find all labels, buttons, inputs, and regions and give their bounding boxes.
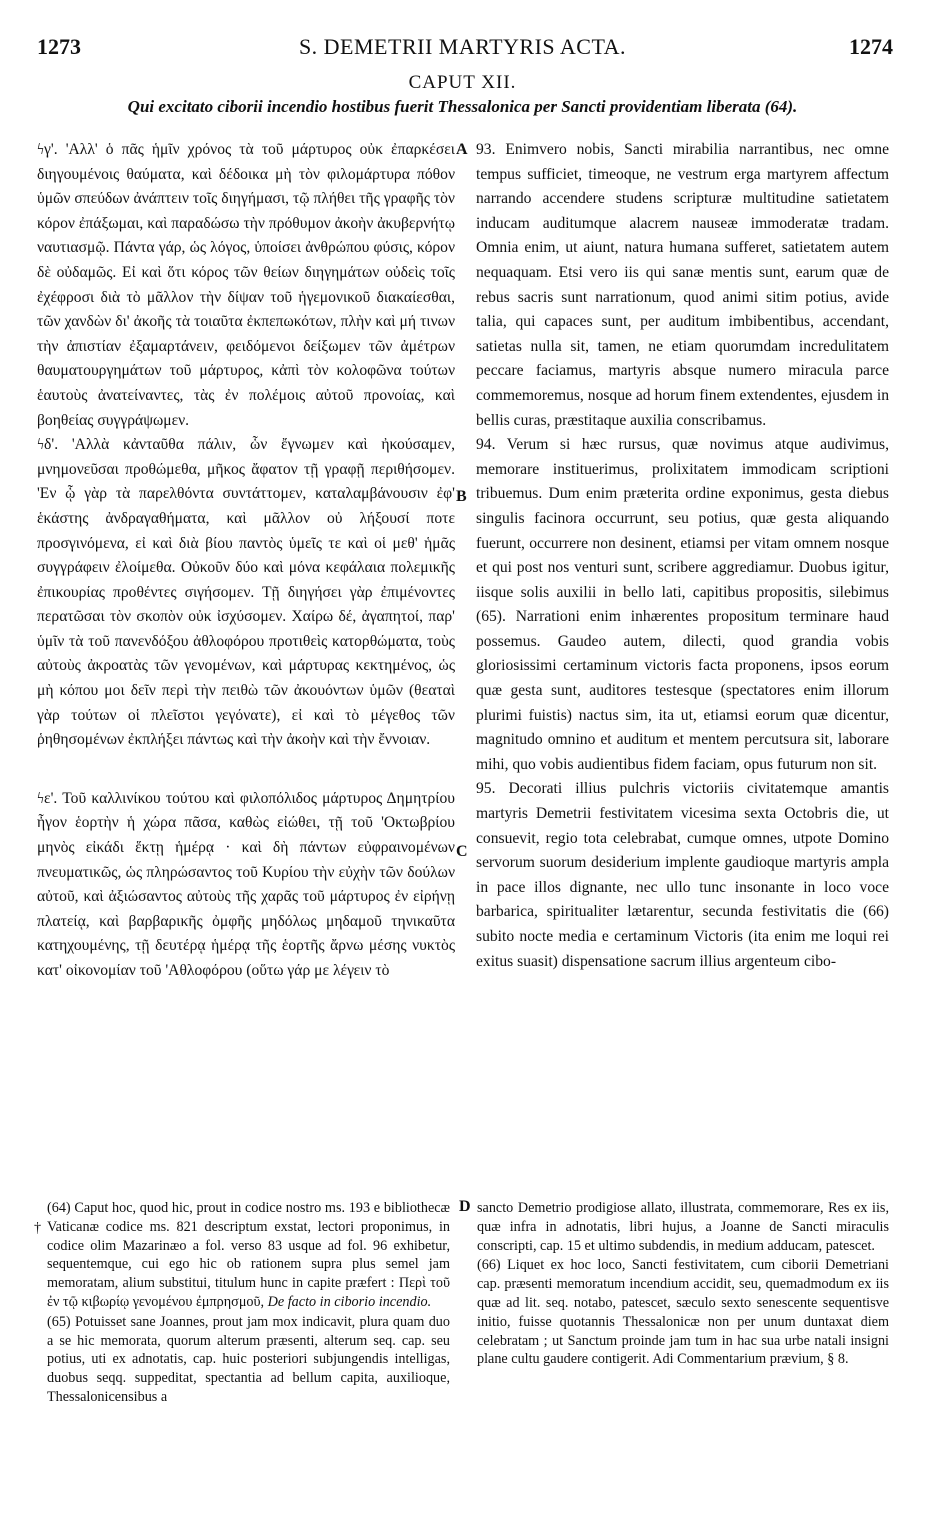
greek-paragraph xyxy=(37,787,455,984)
paragraph-number: 94. xyxy=(476,436,496,454)
dagger-mark: † xyxy=(34,1220,42,1236)
footnote-number: (65) xyxy=(47,1313,71,1330)
footnote-number: (66) xyxy=(477,1257,501,1274)
margin-marker-c: C xyxy=(456,843,468,860)
latin-paragraph xyxy=(476,138,889,433)
footnote-text: sancto Demetrio prodigiose allato, illustrata, commemorare, Res ex iis, quæ infra in adnotatis, libri hujus, a Joanne de Sancti miraculis conscripti, cap. 15 et ultimo subdendis, in medium adducam, patescet. xyxy=(477,1200,889,1254)
paragraph-text: Decorati illius pulchris victoriis civitatemque amantis martyris Demetrii festivitatem vicesima sexta Octobris die, ut consuevit, regio tota celebrabat, cumque omnes, utpote Domino servorum suorum desiderium implente gaudioque martyris ampla in pace illos dignante, nec ullo tunc insonante in loco voce barbarica, spiritualiter lætarentur, secunda festivitatis die (66) subito nocte media e certaminum Victoris (ita enim me loqui rei exitus suasit) dispensatione sacrum illius argenteum cibo- xyxy=(476,780,889,970)
paragraph-number: ϟδ'. xyxy=(37,436,59,454)
greek-paragraph xyxy=(37,138,455,433)
latin-paragraph xyxy=(476,777,889,974)
footnote-text: Liquet ex hoc loco, Sancti festivitatem, cum ciborii Demetriani cap. præsenti memoratum incendium accidit, seu, quemadmodum ex iis quæ ad lit. seq. notabo, patescet, sæculo sexto senescente sequentisve initio, fuisse quotannis Thessalonicæ non per unum duntaxat diem celebratam ; ut Sanctum proinde jam tum in hac sua urbe natali insigni plane cultu gaudere contigerit. Adi Commentarium prævium, § 8. xyxy=(477,1257,889,1368)
footnote-italic-text: De facto in ciborio incendio. xyxy=(267,1293,432,1310)
footnote-number: (64) xyxy=(47,1200,71,1216)
paragraph-number: 93. xyxy=(476,141,496,158)
page-number-right: 1274 xyxy=(849,34,893,59)
paragraph-text: Verum si hæc rursus, quæ novimus atque audivimus, memorare instituerimus, prolixitatem immodicam scriptioni tribuemus. Dum enim præterita ordine exponimus, gesta diebus singulis facinora occurrunt, seu potius, quæ gesta aliquando fuerunt, occurrere non desinent, etiamsi per vitam omnem nosque et qui post nos venturi sunt, scribere aggrediamur. Duobus igitur, iisque solis auxilii in bello lati, capitibus propositis, silebimus (65). Narrationi enim inhærentes propositum terminare haud possemus. Gaudeo autem, dilecti, quod grandia vobis gloriosissimi certaminum victoris facta proponens, ipsos eorum quæ gesta sunt, auditores testesque (spectatores enim illorum plurimi fuistis) nactus sim, ita ut, etiamsi eorum quæ dicentur, magnitudo omnino et auditum et mentem percutsura sit, laborare mihi, quo vobis audientibus fidem faciam, opus futurum non sit. xyxy=(476,436,889,773)
footnote xyxy=(47,1199,450,1312)
paragraph-text: Τοῦ καλλινίκου τούτου καὶ φιλοπόλιδος μάρτυρος Δημητρίου ἦγον ἑορτὴν ἡ χώρα πᾶσα, καθὼς εἰώθει, τῇ τοῦ 'Οκτωβρίου μηνὸς εἰκάδι ἕκτῃ ἡμέρᾳ · καὶ δὴ πάντων εὐφραινομένων πνευματικῶς, ὡς πληρώσαντος τοῦ Κυρίου τὴν εὐχὴν τῶν δούλων αὐτοῦ, καὶ ἀξιώσαντος αὐτοὺς τῆς χαρᾶς τοῦ μάρτυρος ἐν εἰρήνῃ πλατείᾳ, καὶ βαρβαρικῆς ὀμφῆς μηδόλως μηδαμοῦ τηνικαῦτα κατηχουμένης, τῇ δευτέρᾳ ἡμέρᾳ τῆς ἑορτῆς ἄρνω μέσης νυκτὸς κατ' οἰκονομίαν τοῦ 'Αθλοφόρου (οὕτω γάρ με λέγειν τὸ xyxy=(37,789,455,979)
paragraph-number: ϟγ'. xyxy=(37,141,58,158)
margin-marker-b: B xyxy=(456,488,467,505)
page-number-left: 1273 xyxy=(37,34,81,59)
footnotes-left xyxy=(34,1199,451,1408)
greek-text-column xyxy=(37,138,455,984)
chapter-heading: CAPUT XII. xyxy=(408,72,517,93)
running-title: S. DEMETRII MARTYRIS ACTA. xyxy=(298,34,627,59)
paragraph-text: 'Αλλὰ κἀνταῦθα πάλιν, ὧν ἔγνωμεν καὶ ἠκούσαμεν, μνημονεῦσαι προθώμεθα, μῆκος ἄφατον τῇ γραφῇ περιθήσομεν. 'Εν ᾧ γὰρ τὰ παρελθόντα συντάττομεν, καταλαμβάνουσιν ἐφ' ἑκάστης ἀνδραγαθήματα, καὶ μᾶλλον οὐ λήξουσί ποτε προσγινόμενα, εἰ καὶ διὰ βίου παντὸς ὑμεῖς τε καὶ οἱ μεθ' ἡμᾶς συγγράφειν ἐλοίμεθα. Οὐκοῦν δύο καὶ μόνα κεφάλαια πολεμικῆς ἐπικουρίας προθέντες σιγήσομεν. Τῇ διηγήσει γὰρ ἐπιμένοντες περατῶσαι τὸν σκοπὸν οὐκ ἰσχύσομεν. Χαίρω δέ, ἀγαπητοί, παρ' ὑμῖν τὰ τοῦ πανενδόξου ἀθλοφόρου προτιθεὶς κατορθώματα, τοὺς αὐτοὺς ἀκροατὰς τῶν γενομένων, καὶ μάρτυρας κεκτημένος, ὡς μὴ κόπου μοι δεῖν περὶ τὴν πειθὼ τῶν ἀκουόντων ὑμῶν (θεαταὶ γὰρ τούτων οἱ πλεῖστοι γεγόνατε), εἰ καὶ τὸ μέγεθος τῶν ῥηθησομένων ἐκπλήξει πάντως καὶ τὴν ἀκοὴν καὶ τὴν ἔννοιαν. xyxy=(37,436,456,749)
paragraph-text: Enimvero nobis, Sancti mirabilia narrantibus, nec omne tempus sufficiet, timeoque, ne vestrum erga martyrem affectum narrando accendere studens scripturæ multitudine satietatem inducam auditumque alacrem nauseæ immoderatæ tradam. Omnia enim, ut aiunt, natura humana sufferet, satietatem autem nequaquam. Etsi vero iis qui sanæ mentis sunt, earum quæ de rebus sacris sunt narrationum, quod animi sitim potius, avide talia, qui capaces sunt, per auditum imbibentibus, accendant, satietas nulla sit, tamen, ne etiam quorumdam incredulitatem peccare faciamus, martyris absque numero miracula parce commemoremus, nosque ad horum finem extendentes, ejusdem in bellis curas, præstitaque auxilia conscribamus. xyxy=(476,141,890,429)
paragraph-number: ϟε'. xyxy=(37,789,58,807)
footnote xyxy=(477,1256,889,1369)
footnotes-right xyxy=(477,1199,889,1370)
footnote xyxy=(47,1313,450,1407)
footnote-text: Caput hoc, quod hic, prout in codice nostro ms. 193 e bibliothecæ Vaticanæ codice ms. 821 descriptum exstat, lectori proponimus, in codice olim Mazarinæo a fol. verso 83 usque ad fol. 96 exhibetur, sequentemque, cui ego hic ob rationem supra plus semel jam memoratam, alium substitui, titulum hunc in capite præfert : Περὶ τοῦ ἐν τῷ κιβωρίῳ γενομένου ἐμπρησμοῦ, xyxy=(47,1200,451,1310)
latin-text-column xyxy=(476,138,889,974)
footnote-continuation xyxy=(477,1199,889,1255)
margin-marker-d: D xyxy=(459,1198,471,1215)
paragraph-text: 'Αλλ' ὁ πᾶς ἡμῖν χρόνος τὰ τοῦ μάρτυρος οὐκ ἐπαρκέσει διηγουμένοις θαύματα, καὶ δέδοικα μὴ τὸν φιλομάρτυρα πόθον ὑμῶν σπεύδων ἀνάπτειν τοῖς διηγήμασι, τῷ πλήθει τῆς γραφῆς τὸν κόρον ἐπάξωμαι, καὶ παραδώσω τὴν πρόθυμον ἀκοὴν ἀκυβερνήτῳ ναυτιασμῷ. Πάντα γάρ, ὡς λόγος, ὑποίσει ἀνθρώπου φύσις, κόρον δὲ οὐδαμῶς. Εἰ καὶ ὅτι κόρος τῶν θείων διηγημάτων οὐδεὶς τοῖς ἐχέφροσι διὰ τὸ μᾶλλον τὴν δίψαν τοῦ ἡγεμονικοῦ διακαίεσθαι, τῶν χανδὼν δι' ἀκοῆς τὰ τοιαῦτα ἐκπεπωκότων, πλὴν καὶ μή τινων τὴν ἀπιστίαν ἐξαμαρτάνειν, φειδόμενοι δείξωμεν τῶν ἀμέτρων θαυματουργημάτων τοῦ μάρτυρος, κἀπὶ τὸν κολοφῶνα τούτων ἑαυτοὺς ἀνατείναντες, τὰς ἐν πολέμοις αὐτοῦ προνοίας, καὶ βοηθείας συγγράψωμεν. xyxy=(37,141,455,429)
latin-paragraph xyxy=(476,433,889,777)
chapter-subtitle: Qui excitato ciborii incendio hostibus fuerit Thessalonica per Sancti providentiam liberata (64). xyxy=(127,97,798,116)
footnote-text: Potuisset sane Joannes, prout jam mox indicavit, plura quam duo a se hic memorata, quorum alterum præsenti, alterum seq. cap. seu potius, uti ex adnotatis, cap. huic posteriori subjungendis intelligas, duobus seqq. suppeditat, spectantia ad bellum capita, auxilioque, Thessalonicensibus a xyxy=(47,1313,450,1405)
margin-marker-a: A xyxy=(456,141,468,158)
paragraph-number: 95. xyxy=(476,780,496,798)
greek-paragraph xyxy=(37,433,455,753)
